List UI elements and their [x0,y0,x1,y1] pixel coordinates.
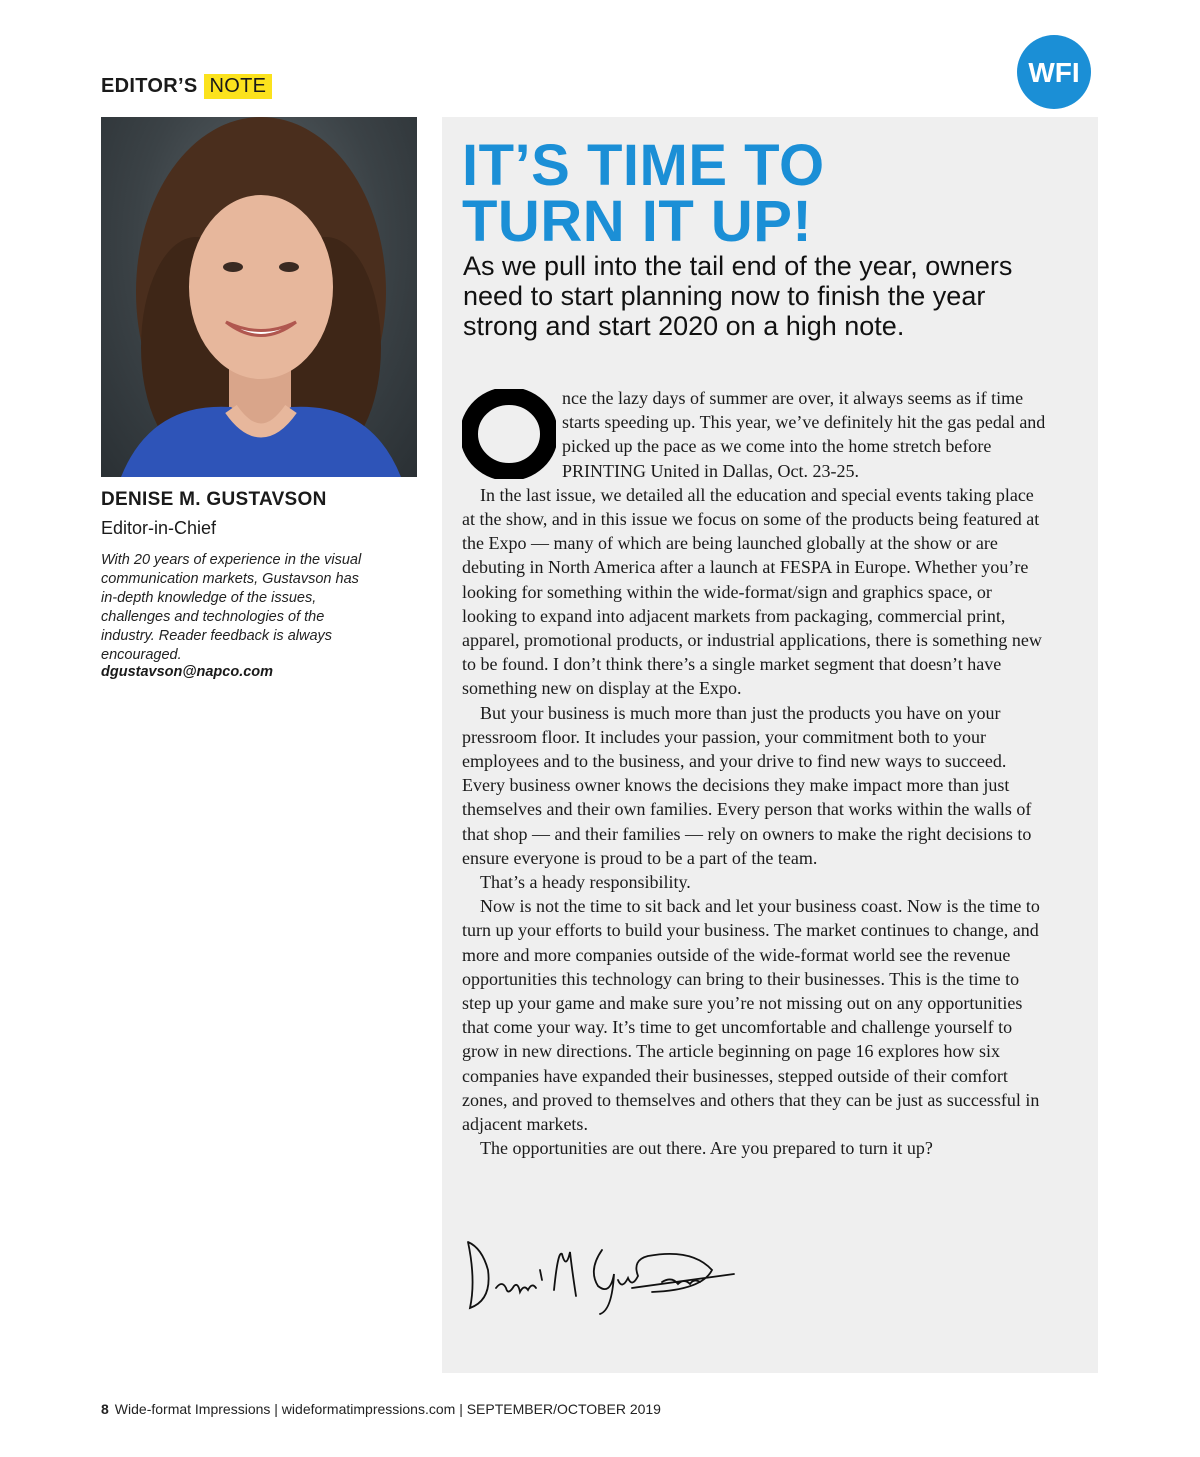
deck: As we pull into the tail end of the year, owners need to start planning now to finish the year strong and start 2020 on a high note. [463,251,1013,341]
headline-line-1: IT’S TIME TO [462,133,825,198]
author-photo [101,117,417,477]
paragraph-6: The opportunities are out there. Are you prepared to turn it up? [480,1138,933,1159]
dropcap-o [462,389,556,479]
wfi-logo [1017,35,1091,109]
paragraph-4: That’s a heady responsibility. [480,872,691,893]
paragraph-5: Now is not the time to sit back and let your business coast. Now is the time to turn up your efforts to build your business. The market continues to change, and more and more companies outside of the wide-format world see the revenue opportunities this technology can bring to their businesses. This is the time to step up your game and make sure you’re not missing out on any opportunities that come your way. It’s time to get uncomfortable and challenge yourself to grow in new directions. The article beginning on page 16 explores how six companies have expanded their businesses, stepped outside of their comfort zones, and proved to themselves and others that they can be just as successful in adjacent markets. [462,896,1040,1135]
headline-line-2: TURN IT UP! [462,189,813,254]
logo-text: WFI [1028,57,1080,88]
section-label-highlight: NOTE [204,74,273,99]
article-body [462,386,1046,1161]
section-label [101,72,272,100]
author-role: Editor-in-Chief [101,518,217,538]
paragraph-3: But your business is much more than just the products you have on your pressroom floor. It includes your passion, your commitment both to your employees and to the business, and your drive to find new ways to succeed. Every business owner knows the decisions they make impact more than just themselves and their own families. Every person that works within the walls of that shop — and their families — rely on owners to make the right decisions to ensure everyone is proud to be a part of the team. [462,702,1032,868]
author-name: DENISE M. GUSTAVSON [101,489,327,510]
author-bio: With 20 years of experience in the visual communication markets, Gustavson has in-depth knowledge of the issues, challenges and technologies of the industry. Reader feedback is always encouraged. [101,552,362,663]
author-email-link[interactable]: dgustavson@napco.com [101,664,274,680]
paragraph-1: nce the lazy days of summer are over, it always seems as if time starts speeding up. This year, we’ve definitely hit the gas pedal and picked up the pace as we come into the home stretch before PRINTING United in Dallas, Oct. 23-25. [562,388,1046,481]
page-footer [101,1401,661,1417]
paragraph-2: In the last issue, we detailed all the education and special events taking place at the show, and in this issue we focus on some of the products being featured at the Expo — many of which are being launched globally at the show or are debuting in North America after a launch at FESPA in Europe. Whether you’re looking for something within the wide-format/sign and graphics space, or looking to expand into adjacent markets from packaging, commercial print, apparel, promotional products, or industrial applications, there is something new to be found. I don’t think there’s a single market segment that doesn’t have something new on display at the Expo. [462,484,1042,699]
signature [462,1230,742,1318]
headline [462,133,1062,254]
page-number: 8 [101,1401,109,1417]
footer-text: Wide-format Impressions | wideformatimpressions.com | SEPTEMBER/OCTOBER 2019 [114,1401,661,1417]
section-label-text: EDITOR’S [101,74,198,97]
